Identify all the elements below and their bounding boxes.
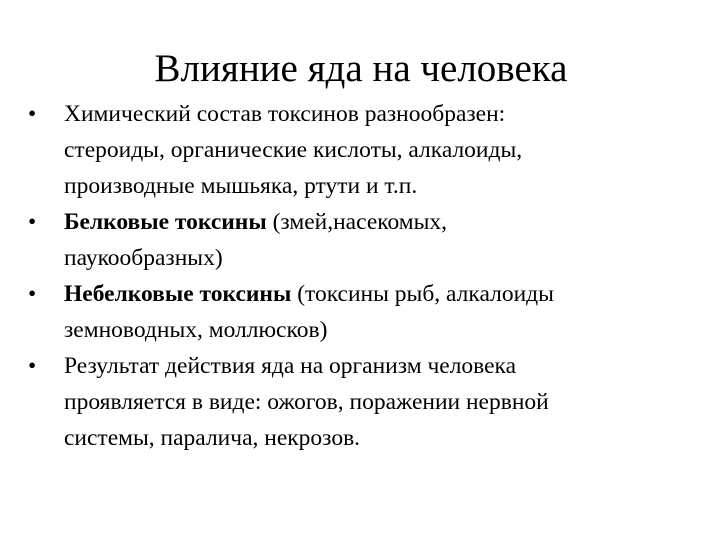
bullet-line — [64, 204, 684, 240]
line-text: Химический состав токсинов разнообразен: — [64, 101, 506, 127]
line-text: Результат действия яда на организм человека — [64, 353, 517, 379]
bullet-line — [64, 132, 684, 168]
line-text: производные мышьяка, ртути и т.п. — [64, 173, 418, 199]
line-text: паукообразных) — [64, 245, 223, 271]
line-text: (змей,насекомых, — [266, 209, 448, 235]
bold-term: Небелковые токсины — [64, 281, 292, 307]
line-text: (токсины рыб, алкалоиды — [291, 281, 554, 307]
line-text: стероиды, органические кислоты, алкалоиды, — [64, 137, 523, 163]
bold-term: Белковые токсины — [64, 209, 267, 235]
bullet-icon: • — [28, 209, 37, 235]
bullet-text — [64, 204, 684, 276]
line-text: системы, паралича, некрозов. — [64, 425, 361, 451]
bullet-line — [64, 348, 684, 384]
bullet-line — [64, 96, 684, 132]
bullet-item — [24, 276, 684, 348]
bullet-item — [24, 96, 684, 204]
bullet-list — [24, 96, 684, 456]
bullet-item — [24, 348, 684, 456]
bullet-line — [64, 312, 684, 348]
bullet-line — [64, 168, 684, 204]
bullet-text — [64, 348, 684, 456]
bullet-text — [64, 276, 684, 348]
bullet-icon: • — [28, 353, 37, 379]
bullet-line — [64, 420, 684, 456]
bullet-line — [64, 384, 684, 420]
slide-title: Влияние яда на человека — [154, 47, 568, 90]
bullet-line — [64, 276, 684, 312]
line-text: земноводных, моллюсков) — [64, 317, 328, 343]
bullet-item — [24, 204, 684, 276]
bullet-text — [64, 96, 684, 204]
bullet-icon: • — [28, 281, 37, 307]
bullet-line — [64, 240, 684, 276]
line-text: проявляется в виде: ожогов, поражении нервной — [64, 389, 549, 415]
bullet-icon: • — [28, 101, 37, 127]
